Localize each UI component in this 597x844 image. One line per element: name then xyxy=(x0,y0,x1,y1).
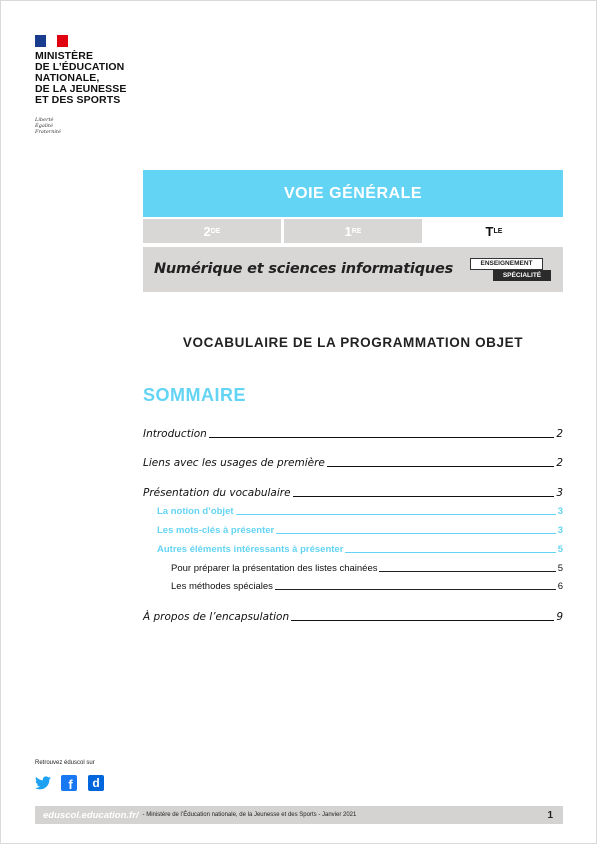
flag-blue-stripe xyxy=(35,35,46,47)
toc-page-number: 2 xyxy=(556,428,563,440)
republic-motto xyxy=(35,117,61,135)
toc-page-number: 3 xyxy=(557,506,563,517)
toc-label: La notion d’objet xyxy=(157,506,234,517)
motto-line: Liberté xyxy=(35,117,54,123)
toc-leader-line xyxy=(275,589,556,590)
retrouvez-eduscol-text: Retrouvez éduscol sur xyxy=(35,760,95,766)
toc-label: Autres éléments intéressants à présenter xyxy=(157,544,344,555)
motto-line: Égalité xyxy=(35,123,53,129)
ministry-line: DE LA JEUNESSE xyxy=(35,83,127,95)
facebook-glyph: f xyxy=(68,777,73,792)
toc-leader-line xyxy=(291,620,554,621)
document-title: VOCABULAIRE DE LA PROGRAMMATION OBJET xyxy=(182,335,524,350)
toc-entry[interactable] xyxy=(157,506,563,517)
level-tabs xyxy=(143,219,563,243)
enseignement-tag: ENSEIGNEMENT xyxy=(470,258,543,270)
ministry-line: MINISTÈRE xyxy=(35,50,94,62)
toc-label: À propos de l’encapsulation xyxy=(143,611,290,623)
level-main: 2 xyxy=(203,223,211,239)
toc-page-number: 5 xyxy=(557,563,563,574)
subject-title: Numérique et sciences informatiques xyxy=(154,261,454,277)
ministry-line: DE L’ÉDUCATION xyxy=(35,61,125,73)
toc-entry[interactable] xyxy=(157,525,563,536)
voie-generale-banner xyxy=(143,170,563,217)
level-seconde xyxy=(143,219,281,243)
toc-leader-line xyxy=(327,466,554,467)
toc-label: Liens avec les usages de première xyxy=(143,457,325,469)
toc-page-number: 3 xyxy=(557,525,563,536)
facebook-icon[interactable] xyxy=(61,775,77,791)
site-link[interactable]: eduscol.education.fr/ xyxy=(43,809,139,821)
toc-label: Introduction xyxy=(143,428,207,440)
level-main: 1 xyxy=(344,223,352,239)
ministry-line: ET DES SPORTS xyxy=(35,94,121,106)
ministry-name xyxy=(35,51,155,106)
specialite-tag: SPÉCIALITÉ xyxy=(493,270,551,281)
sommaire-heading: SOMMAIRE xyxy=(143,385,246,405)
motto-line: Fraternité xyxy=(35,129,61,135)
level-premiere xyxy=(284,219,422,243)
toc-label: Pour préparer la présentation des listes chainées xyxy=(171,563,378,574)
toc-page-number: 3 xyxy=(556,487,563,499)
ministry-line: NATIONALE, xyxy=(35,72,100,84)
level-sup: DE xyxy=(210,227,221,235)
toc-entry[interactable] xyxy=(171,581,563,592)
republic-flag-logo xyxy=(35,35,68,47)
toc-leader-line xyxy=(293,496,555,497)
footer-credit: - Ministère de l’Éducation nationale, de la Jeunesse et des Sports - Janvier 2021 xyxy=(142,812,357,818)
toc-page-number: 5 xyxy=(557,544,563,555)
toc-leader-line xyxy=(379,571,555,572)
toc-label: Les méthodes spéciales xyxy=(171,581,273,592)
dailymotion-icon[interactable] xyxy=(88,775,104,791)
toc-page-number: 6 xyxy=(557,581,563,592)
toc-label: Présentation du vocabulaire xyxy=(143,487,291,499)
footer-bar xyxy=(35,806,563,824)
toc-leader-line xyxy=(236,514,556,515)
twitter-icon[interactable] xyxy=(35,775,51,791)
subject-bar xyxy=(143,247,563,292)
toc-entry[interactable] xyxy=(157,544,563,555)
toc-entry[interactable] xyxy=(143,428,563,440)
toc-leader-line xyxy=(276,533,555,534)
toc-entry[interactable] xyxy=(143,487,563,499)
toc-entry[interactable] xyxy=(143,457,563,469)
toc-label: Les mots-clés à présenter xyxy=(157,525,275,536)
twitter-icon-svg xyxy=(35,776,51,790)
level-terminale xyxy=(425,219,563,243)
voie-label: VOIE GÉNÉRALE xyxy=(283,184,423,202)
level-sup: LE xyxy=(493,227,503,235)
level-main: T xyxy=(485,223,494,239)
page-number: 1 xyxy=(547,809,553,821)
level-sup: RE xyxy=(351,227,362,235)
toc-leader-line xyxy=(209,437,554,438)
toc-leader-line xyxy=(345,552,555,553)
toc-entry[interactable] xyxy=(143,611,563,623)
toc-page-number: 2 xyxy=(556,457,563,469)
toc-page-number: 9 xyxy=(556,611,563,623)
flag-red-stripe xyxy=(57,35,68,47)
toc-entry[interactable] xyxy=(171,563,563,574)
dailymotion-glyph: d xyxy=(92,776,100,790)
flag-white-stripe xyxy=(46,35,57,47)
